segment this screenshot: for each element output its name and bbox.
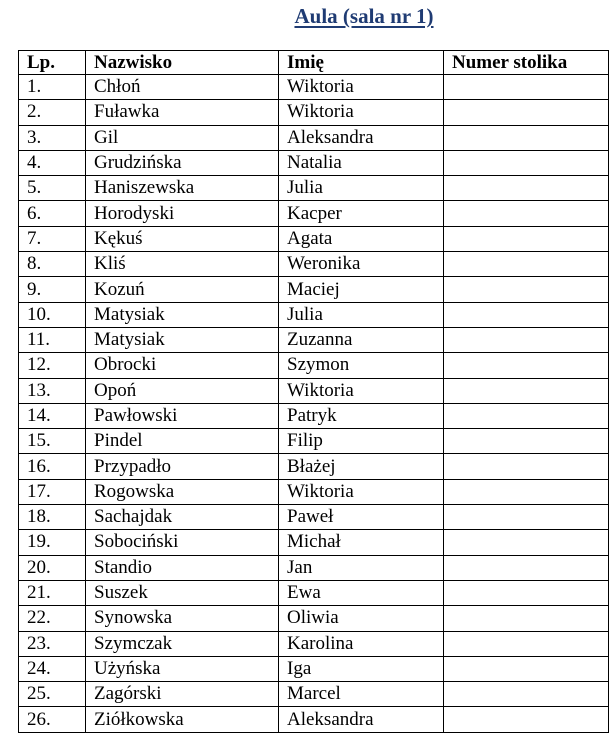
cell-table-number: [444, 327, 609, 352]
table-header-row: [19, 51, 609, 75]
cell-lp: 18.: [19, 505, 86, 530]
cell-lp: 9.: [19, 277, 86, 302]
table-row: [19, 505, 609, 530]
cell-surname: Fuławka: [86, 100, 279, 125]
cell-lp: 26.: [19, 707, 86, 732]
cell-lp: 5.: [19, 176, 86, 201]
cell-surname: Pindel: [86, 429, 279, 454]
cell-table-number: [444, 252, 609, 277]
cell-first-name: Karolina: [279, 631, 444, 656]
cell-first-name: Błażej: [279, 454, 444, 479]
cell-table-number: [444, 100, 609, 125]
table-row: [19, 606, 609, 631]
cell-first-name: Paweł: [279, 505, 444, 530]
cell-first-name: Oliwia: [279, 606, 444, 631]
cell-lp: 12.: [19, 353, 86, 378]
cell-first-name: Szymon: [279, 353, 444, 378]
table-row: [19, 226, 609, 251]
cell-surname: Chłoń: [86, 75, 279, 100]
cell-first-name: Ewa: [279, 580, 444, 605]
cell-surname: Kliś: [86, 252, 279, 277]
cell-first-name: Jan: [279, 555, 444, 580]
table-row: [19, 403, 609, 428]
cell-lp: 19.: [19, 530, 86, 555]
table-row: [19, 656, 609, 681]
cell-table-number: [444, 454, 609, 479]
cell-lp: 15.: [19, 429, 86, 454]
cell-table-number: [444, 201, 609, 226]
cell-table-number: [444, 682, 609, 707]
cell-surname: Zagórski: [86, 682, 279, 707]
cell-surname: Użyńska: [86, 656, 279, 681]
table-row: [19, 277, 609, 302]
cell-surname: Haniszewska: [86, 176, 279, 201]
table-row: [19, 378, 609, 403]
cell-surname: Gil: [86, 125, 279, 150]
cell-surname: Grudzińska: [86, 150, 279, 175]
cell-first-name: Aleksandra: [279, 707, 444, 732]
table-body: [19, 75, 609, 733]
cell-surname: Matysiak: [86, 327, 279, 352]
cell-table-number: [444, 530, 609, 555]
cell-first-name: Maciej: [279, 277, 444, 302]
cell-lp: 3.: [19, 125, 86, 150]
cell-lp: 24.: [19, 656, 86, 681]
table-row: [19, 580, 609, 605]
table-row: [19, 631, 609, 656]
cell-surname: Kozuń: [86, 277, 279, 302]
cell-surname: Sobociński: [86, 530, 279, 555]
table-row: [19, 125, 609, 150]
cell-surname: Rogowska: [86, 479, 279, 504]
cell-table-number: [444, 125, 609, 150]
cell-lp: 10.: [19, 302, 86, 327]
cell-lp: 22.: [19, 606, 86, 631]
table-row: [19, 682, 609, 707]
cell-table-number: [444, 429, 609, 454]
cell-lp: 6.: [19, 201, 86, 226]
cell-surname: Matysiak: [86, 302, 279, 327]
cell-lp: 4.: [19, 150, 86, 175]
cell-table-number: [444, 479, 609, 504]
cell-table-number: [444, 631, 609, 656]
cell-surname: Horodyski: [86, 201, 279, 226]
table-row: [19, 555, 609, 580]
cell-table-number: [444, 378, 609, 403]
table-row: [19, 176, 609, 201]
cell-lp: 21.: [19, 580, 86, 605]
cell-surname: Synowska: [86, 606, 279, 631]
header-first-name: Imię: [279, 51, 444, 75]
cell-first-name: Michał: [279, 530, 444, 555]
cell-surname: Standio: [86, 555, 279, 580]
cell-lp: 16.: [19, 454, 86, 479]
cell-first-name: Wiktoria: [279, 479, 444, 504]
cell-first-name: Marcel: [279, 682, 444, 707]
cell-lp: 11.: [19, 327, 86, 352]
cell-table-number: [444, 580, 609, 605]
seating-table: [18, 50, 609, 733]
table-row: [19, 454, 609, 479]
cell-table-number: [444, 505, 609, 530]
cell-first-name: Aleksandra: [279, 125, 444, 150]
cell-table-number: [444, 353, 609, 378]
cell-surname: Szymczak: [86, 631, 279, 656]
cell-first-name: Wiktoria: [279, 75, 444, 100]
cell-first-name: Julia: [279, 176, 444, 201]
header-surname: Nazwisko: [86, 51, 279, 75]
table-row: [19, 100, 609, 125]
cell-first-name: Filip: [279, 429, 444, 454]
cell-lp: 14.: [19, 403, 86, 428]
cell-surname: Suszek: [86, 580, 279, 605]
cell-lp: 20.: [19, 555, 86, 580]
cell-table-number: [444, 226, 609, 251]
table-row: [19, 327, 609, 352]
cell-first-name: Weronika: [279, 252, 444, 277]
cell-surname: Przypadło: [86, 454, 279, 479]
cell-lp: 13.: [19, 378, 86, 403]
cell-lp: 25.: [19, 682, 86, 707]
cell-table-number: [444, 707, 609, 732]
cell-surname: Kękuś: [86, 226, 279, 251]
cell-first-name: Wiktoria: [279, 378, 444, 403]
table-row: [19, 75, 609, 100]
cell-lp: 7.: [19, 226, 86, 251]
table-row: [19, 302, 609, 327]
cell-first-name: Patryk: [279, 403, 444, 428]
cell-lp: 8.: [19, 252, 86, 277]
header-lp: Lp.: [19, 51, 86, 75]
cell-first-name: Julia: [279, 302, 444, 327]
cell-lp: 17.: [19, 479, 86, 504]
cell-table-number: [444, 656, 609, 681]
cell-lp: 1.: [19, 75, 86, 100]
table-row: [19, 707, 609, 732]
cell-surname: Opoń: [86, 378, 279, 403]
table-row: [19, 201, 609, 226]
cell-first-name: Zuzanna: [279, 327, 444, 352]
cell-lp: 23.: [19, 631, 86, 656]
table-row: [19, 150, 609, 175]
cell-table-number: [444, 150, 609, 175]
cell-first-name: Iga: [279, 656, 444, 681]
header-table-number: Numer stolika: [444, 51, 609, 75]
cell-surname: Obrocki: [86, 353, 279, 378]
table-row: [19, 429, 609, 454]
table-row: [19, 530, 609, 555]
cell-first-name: Natalia: [279, 150, 444, 175]
cell-table-number: [444, 75, 609, 100]
cell-table-number: [444, 555, 609, 580]
cell-first-name: Kacper: [279, 201, 444, 226]
cell-first-name: Agata: [279, 226, 444, 251]
cell-table-number: [444, 606, 609, 631]
cell-table-number: [444, 176, 609, 201]
cell-surname: Sachajdak: [86, 505, 279, 530]
table-row: [19, 479, 609, 504]
table-row: [19, 353, 609, 378]
table-row: [19, 252, 609, 277]
cell-lp: 2.: [19, 100, 86, 125]
cell-table-number: [444, 302, 609, 327]
cell-table-number: [444, 403, 609, 428]
cell-table-number: [444, 277, 609, 302]
cell-first-name: Wiktoria: [279, 100, 444, 125]
cell-surname: Ziółkowska: [86, 707, 279, 732]
page-title: Aula (sala nr 1): [294, 4, 434, 28]
cell-surname: Pawłowski: [86, 403, 279, 428]
